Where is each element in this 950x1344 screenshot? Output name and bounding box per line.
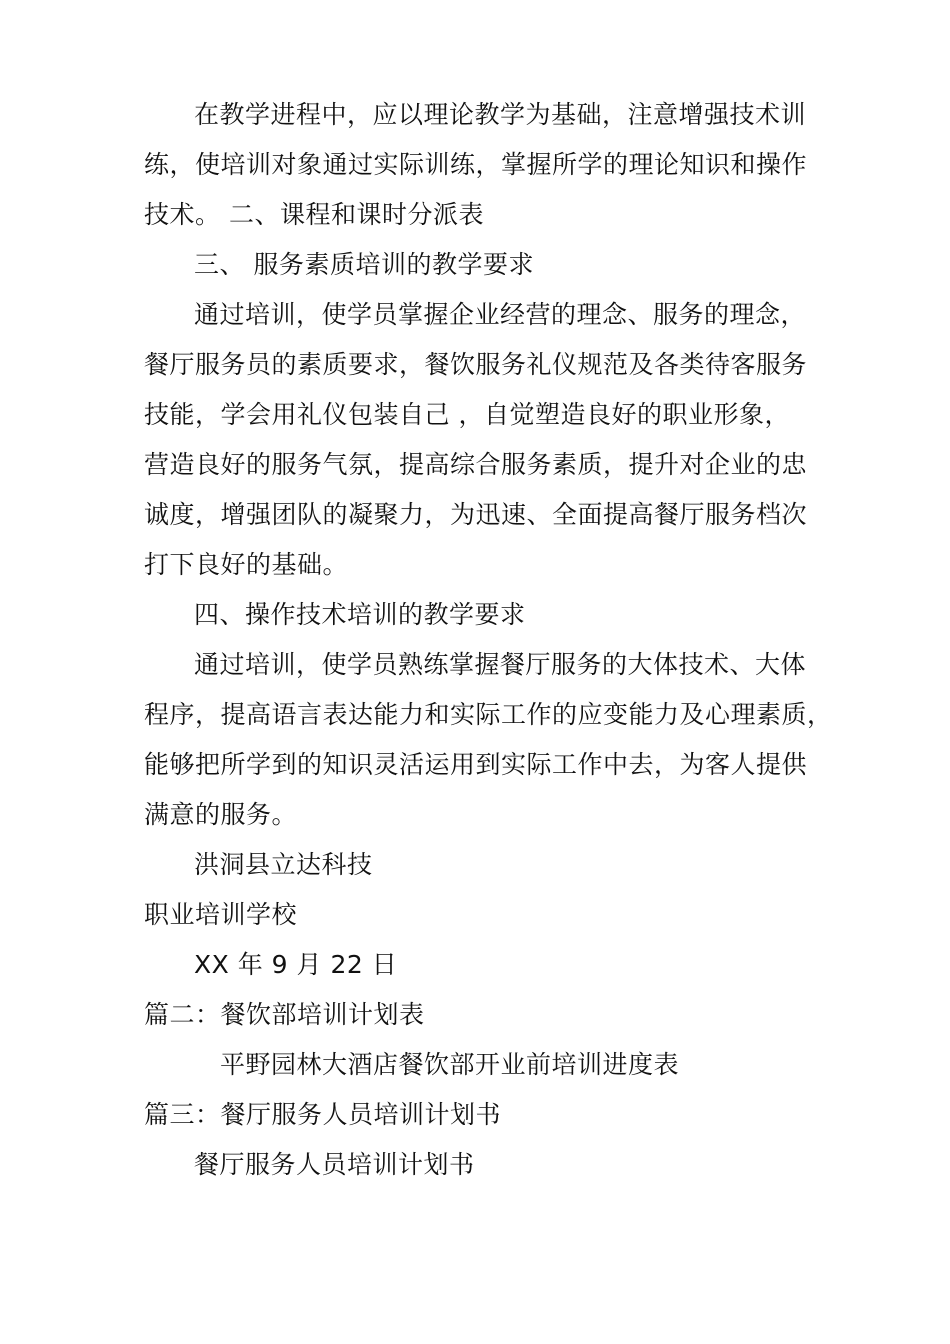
- paragraph-line-13: 程序，提高语言表达能力和实际工作的应变能力及心理素质，: [144, 700, 833, 729]
- chapter-heading-3: 篇三：餐厅服务人员培训计划书: [144, 1100, 502, 1129]
- paragraph-line-7: 技能，学会用礼仪包装自己 ，自觉塑造良好的职业形象，: [144, 400, 790, 429]
- paragraph-line-9: 诚度，增强团队的凝聚力，为迅速、全面提高餐厅服务档次: [144, 500, 808, 529]
- paragraph-line-8: 营造良好的服务气氛，提高综合服务素质，提升对企业的忠: [144, 450, 808, 479]
- section-heading-4: 四、操作技术培训的教学要求: [194, 600, 526, 629]
- section-heading-3: 三、 服务素质培训的教学要求: [194, 250, 534, 279]
- chapter-subtitle-3: 餐厅服务人员培训计划书: [194, 1150, 475, 1179]
- paragraph-line-10: 打下良好的基础。: [144, 550, 349, 579]
- paragraph-line-14: 能够把所学到的知识灵活运用到实际工作中去，为客人提供: [144, 750, 808, 779]
- signature-org-line-1: 洪洞县立达科技: [194, 850, 373, 879]
- paragraph-line-6: 餐厅服务员的素质要求，餐饮服务礼仪规范及各类待客服务: [144, 350, 808, 379]
- paragraph-line-1: 在教学进程中，应以理论教学为基础，注意增强技术训: [194, 100, 807, 129]
- signature-org-line-2: 职业培训学校: [144, 900, 298, 929]
- paragraph-line-3: 技术。 二、课程和课时分派表: [144, 200, 484, 229]
- signature-date: XX 年 9 月 22 日: [194, 950, 398, 979]
- chapter-heading-2: 篇二：餐饮部培训计划表: [144, 1000, 425, 1029]
- paragraph-line-12: 通过培训，使学员熟练掌握餐厅服务的大体技术、大体: [194, 650, 807, 679]
- paragraph-line-15: 满意的服务。: [144, 800, 298, 829]
- paragraph-line-5: 通过培训，使学员掌握企业经营的理念、服务的理念，: [194, 300, 807, 329]
- paragraph-line-2: 练，使培训对象通过实际训练，掌握所学的理论知识和操作: [144, 150, 808, 179]
- chapter-subtitle-2: 平野园林大酒店餐饮部开业前培训进度表: [220, 1050, 680, 1079]
